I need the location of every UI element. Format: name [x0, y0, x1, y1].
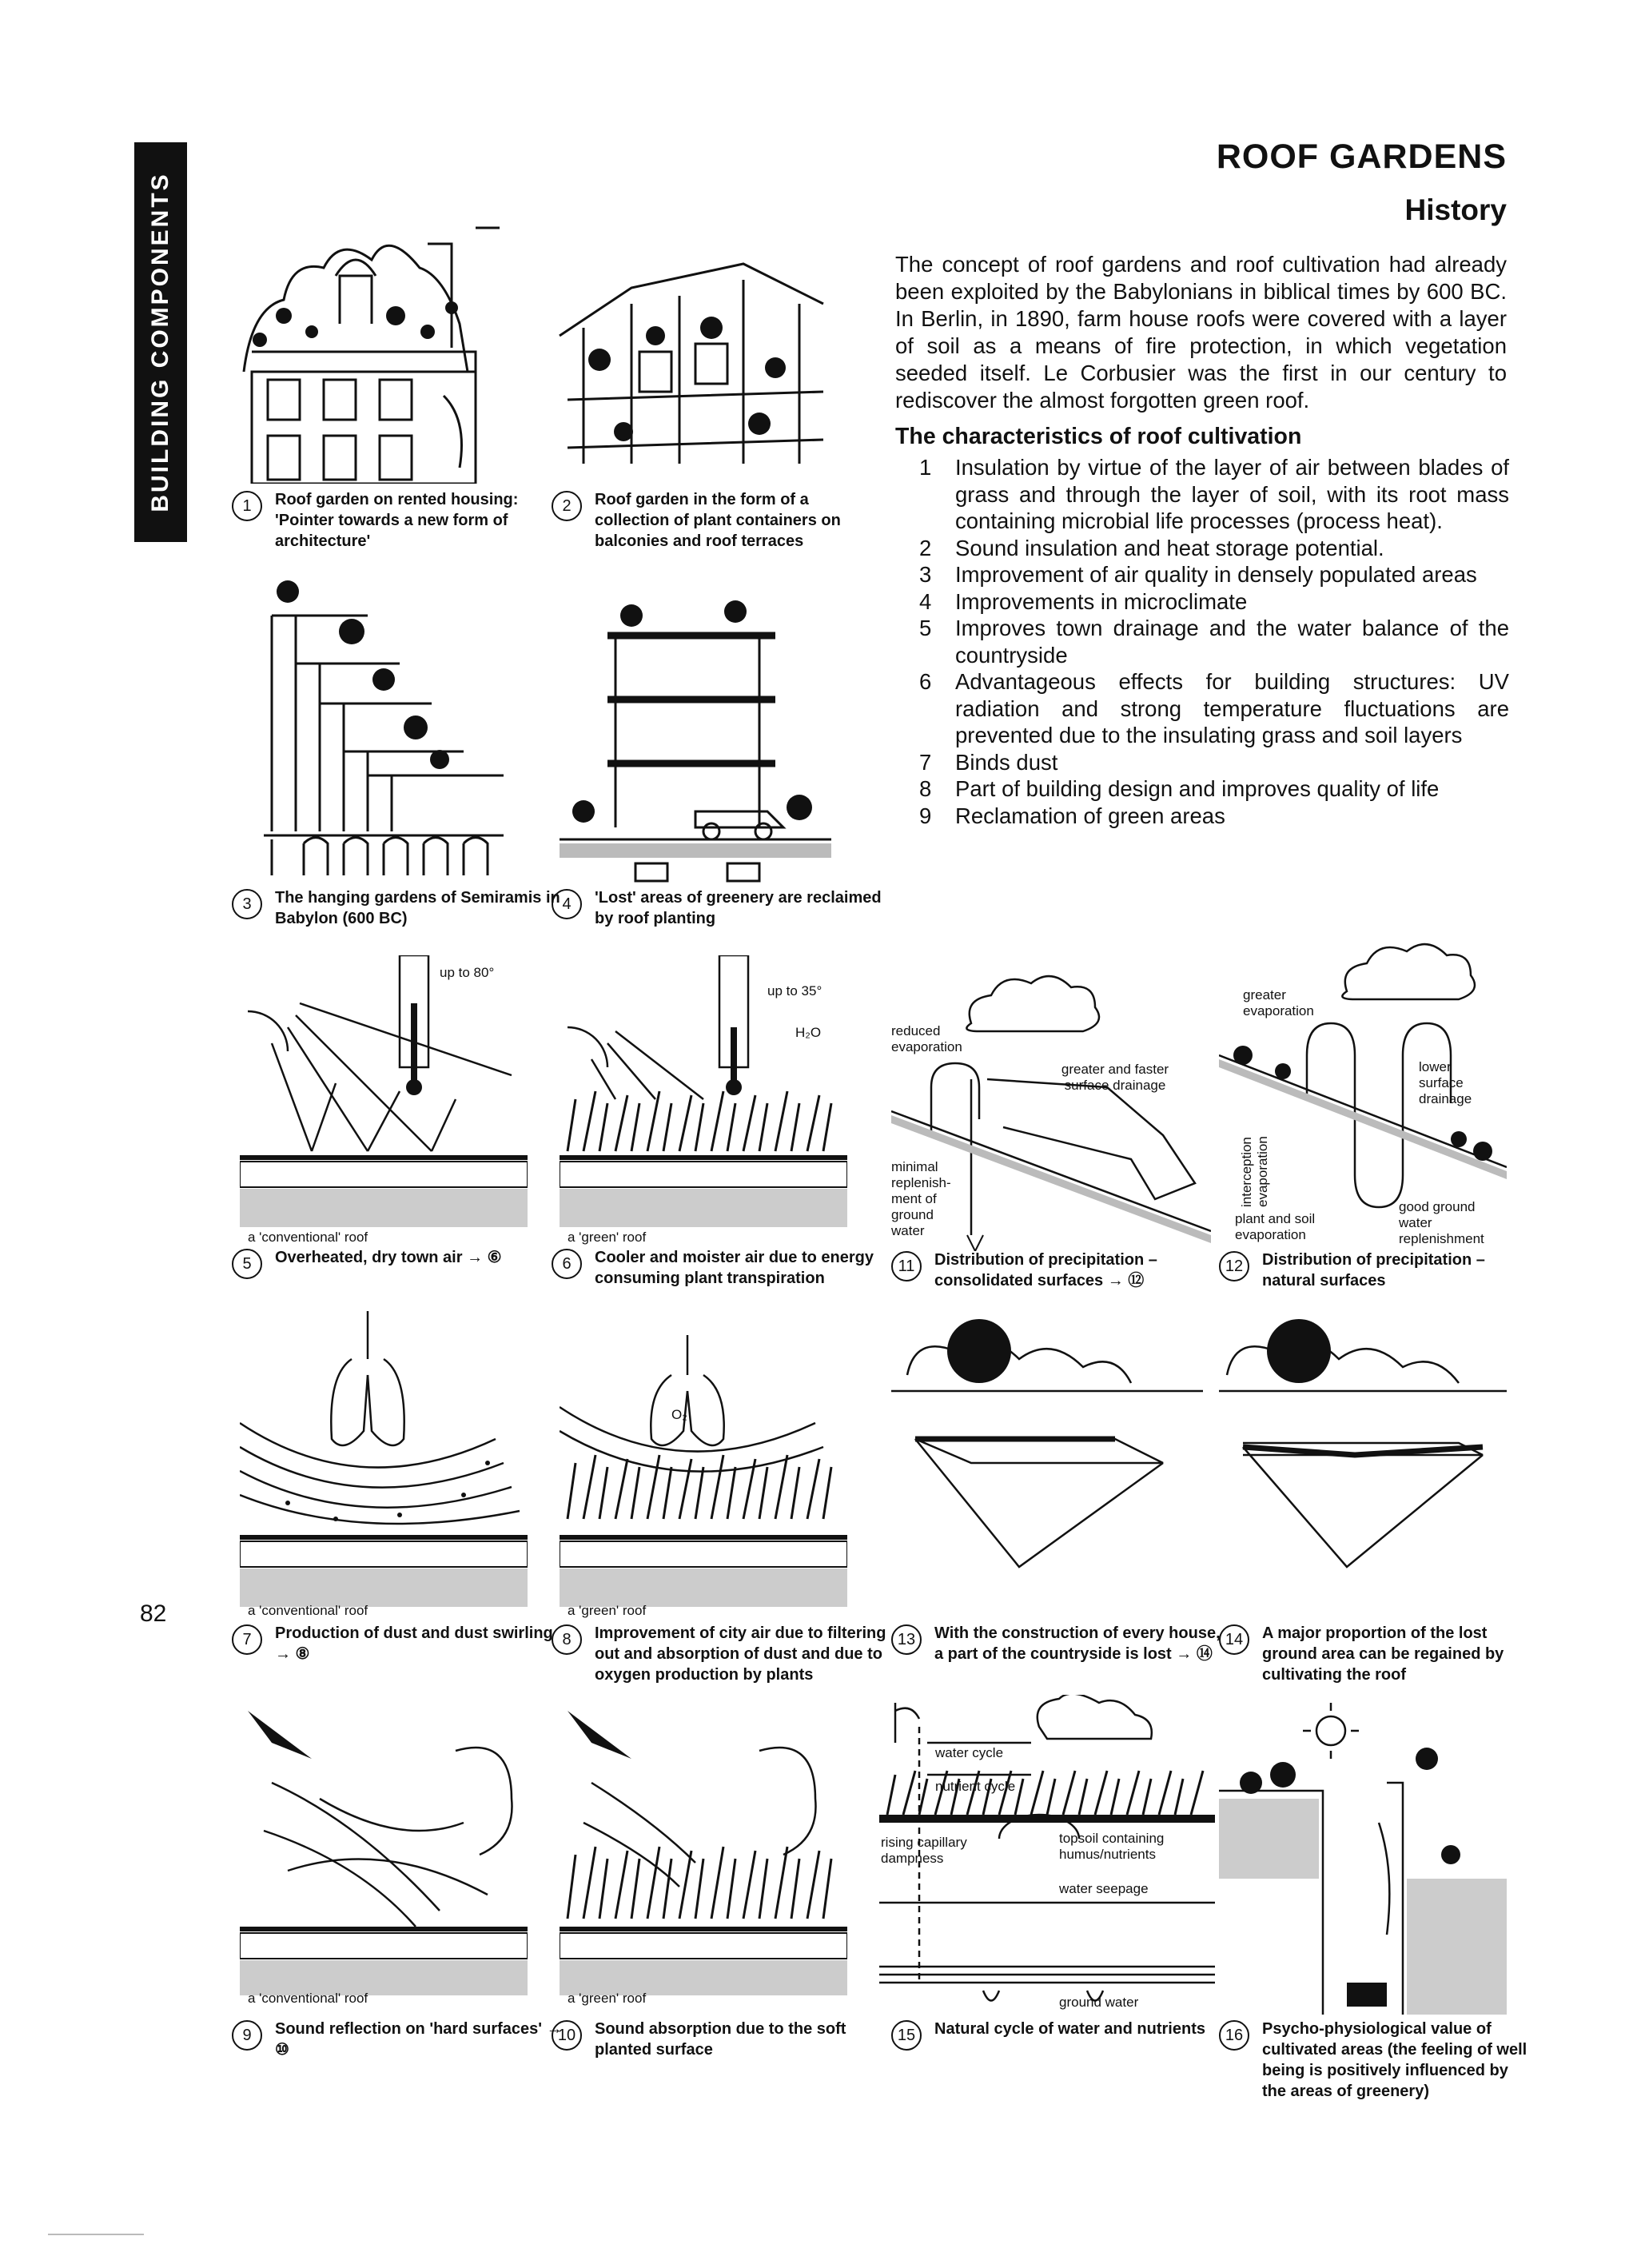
- figure-16-caption: 16 Psycho-physiological value of cultivated areas (the feeling of well being is positively influenced by the areas of greenery): [1219, 2019, 1534, 2102]
- page-number: 82: [140, 1600, 167, 1627]
- figure-7-caption: 7 Production of dust and dust swirling → ⑧: [232, 1623, 563, 1664]
- figure-13-caption: 13 With the construction of every house, a part of the countryside is lost → ⑭: [891, 1623, 1222, 1664]
- figure-number-11: 11: [891, 1251, 922, 1281]
- figure-15-caption: 15 Natural cycle of water and nutrients: [891, 2019, 1222, 2039]
- figure-number-6: 6: [552, 1249, 582, 1279]
- figure-1-caption: 1 Roof garden on rented housing: 'Pointer towards a new form of architecture': [232, 489, 571, 552]
- page-subtitle: History: [1404, 193, 1507, 226]
- figure-15-label-topsoil: topsoil containing humus/nutrients: [1059, 1831, 1165, 1862]
- section-tab: BUILDING COMPONENTS: [134, 142, 187, 542]
- figure-14-illustration: [1219, 1319, 1507, 1575]
- figure-12-label-interception: interception evaporation: [1239, 1136, 1270, 1207]
- figure-11-label-minimal-replenishment: minimal replenish-ment of ground water: [891, 1159, 951, 1238]
- figure-8-illustration: [560, 1303, 847, 1618]
- figure-number-7: 7: [232, 1624, 262, 1655]
- figure-11-caption: 11 Distribution of precipitation – consolidated surfaces → ⑫: [891, 1250, 1238, 1291]
- figure-7-illustration: [240, 1303, 528, 1618]
- figure-12-label-good-groundwater: good ground water replenishment: [1399, 1199, 1484, 1246]
- figure-15-label-ground-water: ground water: [1059, 1995, 1139, 2010]
- figure-number-4: 4: [552, 889, 582, 919]
- figure-6-thermometer-label: up to 35°: [767, 983, 822, 998]
- figure-5-caption: 5 Overheated, dry town air → ⑥: [232, 1247, 563, 1268]
- figure-15-label-nutrient-cycle: nutrient cycle: [935, 1779, 1016, 1794]
- list-item: 4 Improvements in microclimate: [919, 588, 1248, 614]
- figure-number-2: 2: [552, 491, 582, 521]
- list-item: 6 Advantageous effects for building structures: UV radiation and strong temperature fluctuations are prevented due to the insulating grass and soil layers: [919, 669, 1509, 747]
- figure-8-o2-label: O₂: [671, 1407, 687, 1422]
- figure-12-label-plant-soil: plant and soil evaporation: [1235, 1211, 1316, 1242]
- figure-8-caption: 8 Improvement of city air due to filtering out and absorption of dust and due to oxygen production by plants: [552, 1623, 890, 1685]
- figure-5-roof-label: a 'conventional' roof: [248, 1230, 368, 1245]
- figure-number-15: 15: [891, 2020, 922, 2051]
- figure-14-caption: 14 A major proportion of the lost ground area can be regained by cultivating the roof: [1219, 1623, 1534, 1685]
- figure-number-9: 9: [232, 2020, 262, 2051]
- figure-12-illustration: [1219, 935, 1507, 1251]
- figure-number-14: 14: [1219, 1624, 1249, 1655]
- figure-10-caption: 10 Sound absorption due to the soft planted surface: [552, 2019, 890, 2060]
- list-item: 5 Improves town drainage and the water balance of the countryside: [919, 616, 1509, 668]
- figure-number-13: 13: [891, 1624, 922, 1655]
- page-title: ROOF GARDENS: [1216, 138, 1507, 176]
- bottom-rule: [48, 2234, 144, 2235]
- figure-6-caption: 6 Cooler and moister air due to energy consuming plant transpiration: [552, 1247, 890, 1289]
- figure-9-caption: 9 Sound reflection on 'hard surfaces' → ⑩: [232, 2019, 563, 2060]
- list-item: 3 Improvement of air quality in densely populated areas: [919, 562, 1477, 587]
- list-item: 9 Reclamation of green areas: [919, 803, 1225, 828]
- figure-2-caption: 2 Roof garden in the form of a collection of plant containers on balconies and roof terraces: [552, 489, 882, 552]
- figure-4-illustration: [560, 588, 831, 883]
- figure-15-label-water-cycle: water cycle: [935, 1745, 1004, 1760]
- list-item: 1 Insulation by virtue of the layer of air between blades of grass and through the layer of soil, with its root mass containing microbial life processes (process heat).: [919, 455, 1509, 533]
- figure-number-3: 3: [232, 889, 262, 919]
- figure-number-16: 16: [1219, 2020, 1249, 2051]
- characteristics-heading: The characteristics of roof cultivation: [895, 424, 1302, 449]
- figure-10-roof-label: a 'green' roof: [568, 1991, 647, 2006]
- figure-8-roof-label: a 'green' roof: [568, 1603, 647, 1618]
- figure-11-label-reduced-evaporation: reduced evaporation: [891, 1023, 962, 1054]
- figure-3-illustration: [240, 568, 504, 879]
- list-item: 7 Binds dust: [919, 749, 1058, 775]
- figure-7-roof-label: a 'conventional' roof: [248, 1603, 368, 1618]
- figure-12-label-lower-drainage: lower surface drainage: [1419, 1059, 1472, 1106]
- figure-13-illustration: [891, 1319, 1203, 1575]
- figure-9-roof-label: a 'conventional' roof: [248, 1991, 368, 2006]
- figure-5-thermometer-label: up to 80°: [440, 965, 495, 980]
- figure-number-5: 5: [232, 1249, 262, 1279]
- list-item: 8 Part of building design and improves quality of life: [919, 776, 1440, 801]
- figure-5-illustration: [240, 955, 528, 1245]
- figure-number-10: 10: [552, 2020, 582, 2051]
- figure-6-illustration: [560, 955, 847, 1245]
- figure-15-illustration: [879, 1695, 1215, 2015]
- figure-11-label-surface-drainage: greater and faster surface drainage: [1061, 1062, 1169, 1093]
- figure-6-h2o-label: H₂O: [795, 1025, 822, 1040]
- figure-10-illustration: [560, 1703, 847, 2007]
- figure-11-illustration: [891, 967, 1211, 1251]
- intro-paragraph: The concept of roof gardens and roof cultivation had already been exploited by the Babylonians in biblical times by 600 BC. In Berlin, in 1890, farm house roofs were covered with a layer of soil as a means of fire protection, in which vegetation seeded itself. Le Corbusier was the first in our century to rediscover the almost forgotten green roof.: [895, 252, 1507, 413]
- figure-6-roof-label: a 'green' roof: [568, 1230, 647, 1245]
- figure-number-8: 8: [552, 1624, 582, 1655]
- figure-9-illustration: [240, 1703, 528, 2007]
- figure-12-label-greater-evaporation: greater evaporation: [1243, 987, 1314, 1018]
- figure-15-label-water-seepage: water seepage: [1059, 1881, 1149, 1896]
- figure-1-illustration: [236, 212, 500, 484]
- figure-2-illustration: [552, 240, 839, 480]
- list-item: 2 Sound insulation and heat storage potential.: [919, 535, 1384, 560]
- figure-16-illustration: [1219, 1695, 1507, 2015]
- figure-15-label-capillary: rising capillary dampness: [881, 1835, 967, 1866]
- figure-4-caption: 4 'Lost' areas of greenery are reclaimed by roof planting: [552, 887, 882, 929]
- figure-number-1: 1: [232, 491, 262, 521]
- characteristics-list: [919, 454, 1509, 829]
- figure-3-caption: 3 The hanging gardens of Semiramis in Babylon (600 BC): [232, 887, 563, 929]
- figure-number-12: 12: [1219, 1251, 1249, 1281]
- figure-12-caption: 12 Distribution of precipitation – natural surfaces: [1219, 1250, 1526, 1291]
